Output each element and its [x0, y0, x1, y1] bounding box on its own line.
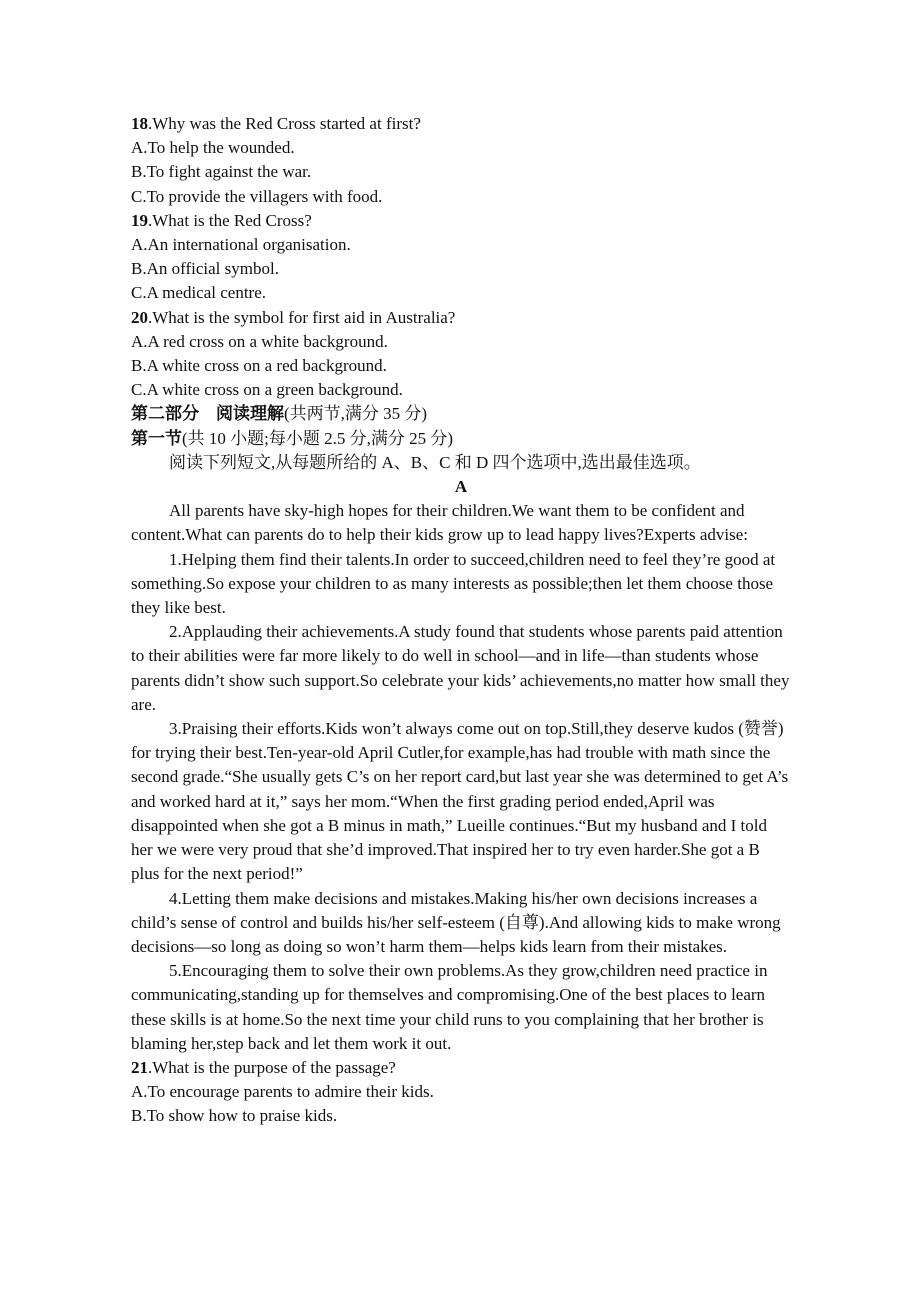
- question-text: .What is the Red Cross?: [148, 210, 312, 230]
- option-c: C.To provide the villagers with food.: [131, 186, 383, 206]
- question-stem: [131, 306, 791, 330]
- question-number: 19: [131, 210, 148, 230]
- question-number: 20: [131, 307, 148, 327]
- question-stem: [131, 1056, 791, 1080]
- question-text: .Why was the Red Cross started at first?: [148, 114, 421, 133]
- section-one-title: 第一节: [131, 428, 182, 448]
- option-b: B.A white cross on a red background.: [131, 356, 387, 376]
- option-a: A.To help the wounded.: [131, 138, 295, 158]
- section-one-score: (共 10 小题;每小题 2.5 分,满分 25 分): [182, 428, 454, 448]
- option-c: C.A medical centre.: [131, 283, 267, 303]
- option-a: A.To encourage parents to admire their kids.: [131, 1082, 434, 1102]
- passage-paragraph-4: 4.Letting them make decisions and mistakes.Making his/her own decisions increases a child’s sense of control and builds his/her self-esteem (自尊).And allowing kids to make wrong decisions—so long as doing so won’t harm them—helps kids learn from their mistakes.: [131, 888, 781, 956]
- question-18: [131, 112, 791, 209]
- part-two-heading: [131, 402, 791, 426]
- option-a: A.An international organisation.: [131, 235, 351, 255]
- question-21: [131, 1056, 791, 1129]
- section-one-heading: [131, 427, 791, 451]
- document-page: [131, 112, 791, 1129]
- option-b: B.To fight against the war.: [131, 162, 312, 182]
- passage-paragraph-1: 1.Helping them find their talents.In order to succeed,children need to feel they’re good at something.So expose your children to as many interests as possible;then let them choose those they like best.: [131, 549, 776, 618]
- passage-intro-paragraph: All parents have sky-high hopes for their children.We want them to be confident and content.What can parents do to help their kids grow up to lead happy lives?Experts advise:: [131, 501, 749, 545]
- question-number: 21: [131, 1057, 148, 1077]
- question-stem: [131, 112, 791, 136]
- part-two-title: 第二部分 阅读理解: [131, 404, 284, 424]
- passage-paragraph-3: 3.Praising their efforts.Kids won’t always come out on top.Still,they deserve kudos (赞誉) for trying their best.Ten-year-old April Cutler,for example,has had trouble with math since the second grade.“She usually gets C’s on her report card,but last year she was determined to get A’s and worked hard at it,” says her mom.“When the first grading period ended,April was disappointed when she got a B minus in math,” Lueille continues.“But my husband and I told her we were very proud that she’d improved.That inspired her to try even harder.She got a B plus for the next period!”: [131, 719, 789, 884]
- option-c: C.A white cross on a green background.: [131, 380, 403, 400]
- passage-paragraph-5: 5.Encouraging them to solve their own problems.As they grow,children need practice in communicating,standing up for themselves and compromising.One of the best places to learn these skills is at home.So the next time your child runs to you complaining that her brother is blaming her,step back and let them work it out.: [131, 961, 768, 1053]
- reading-instruction: 阅读下列短文,从每题所给的 A、B、C 和 D 四个选项中,选出最佳选项。: [169, 452, 701, 472]
- question-20: [131, 306, 791, 403]
- question-number: 18: [131, 114, 148, 133]
- passage-paragraph-2: 2.Applauding their achievements.A study found that students whose parents paid attention to their abilities were far more likely to do well in school—and in life—than students whose parents didn’t show such support.So celebrate your kids’ achievements,no matter how small they are.: [131, 622, 790, 714]
- question-text: .What is the symbol for first aid in Australia?: [148, 307, 456, 327]
- option-b: B.An official symbol.: [131, 259, 279, 279]
- option-b: B.To show how to praise kids.: [131, 1106, 338, 1126]
- part-two-score: (共两节,满分 35 分): [284, 404, 428, 424]
- question-19: [131, 209, 791, 306]
- question-stem: [131, 209, 791, 233]
- passage-title: A: [454, 477, 468, 497]
- option-a: A.A red cross on a white background.: [131, 331, 388, 351]
- question-text: .What is the purpose of the passage?: [148, 1057, 396, 1077]
